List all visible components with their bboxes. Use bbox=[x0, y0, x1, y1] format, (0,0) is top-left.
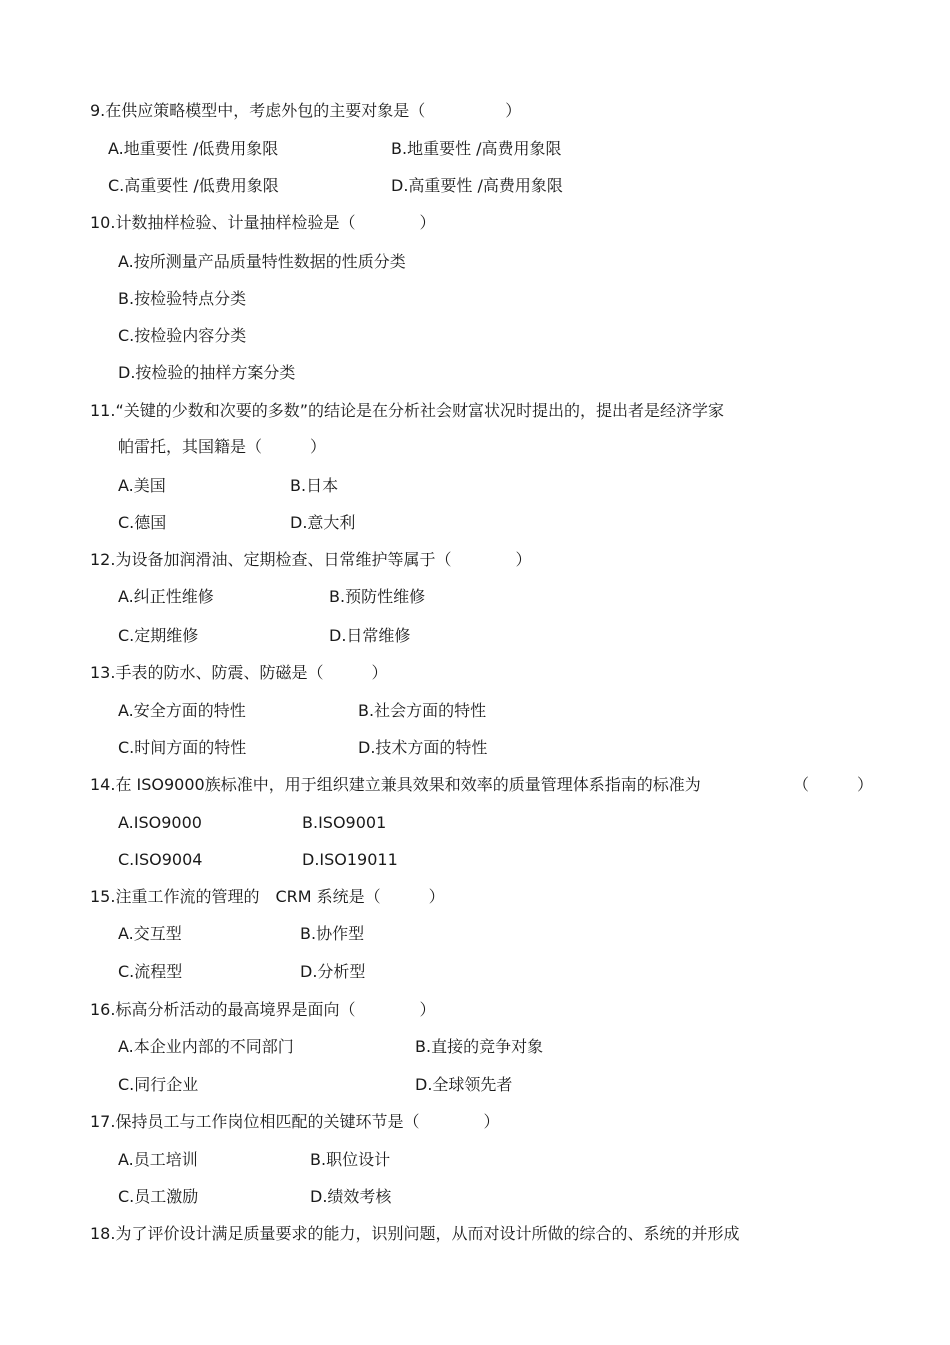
question-14-stem: 14.在 ISO9000族标准中，用于组织建立兼具效果和效率的质量管理体系指南的标准为 bbox=[90, 775, 701, 794]
question-11-stem-line-2: 帕雷托，其国籍是（ ） bbox=[118, 437, 327, 456]
question-17-option-a: A.员工培训 bbox=[118, 1150, 198, 1169]
question-11-option-b: B.日本 bbox=[290, 476, 339, 495]
question-12-option-d: D.日常维修 bbox=[329, 626, 411, 645]
question-10-option-c: C.按检验内容分类 bbox=[118, 326, 247, 345]
question-14-option-a: A.ISO9000 bbox=[118, 813, 202, 832]
question-15-option-c: C.流程型 bbox=[118, 962, 183, 981]
question-17-option-c: C.员工激励 bbox=[118, 1187, 199, 1206]
question-17-option-d: D.绩效考核 bbox=[310, 1187, 392, 1206]
question-16-stem: 16.标高分析活动的最高境界是面向（ ） bbox=[90, 1000, 436, 1019]
question-9-stem: 9.在供应策略模型中，考虑外包的主要对象是（ ） bbox=[90, 101, 522, 120]
question-11-option-a: A.美国 bbox=[118, 476, 166, 495]
question-13-stem: 13.手表的防水、防震、防磁是（ ） bbox=[90, 663, 388, 682]
question-16-option-c: C.同行企业 bbox=[118, 1075, 199, 1094]
question-9-option-d: D.高重要性 /高费用象限 bbox=[391, 176, 563, 195]
question-15-stem: 15.注重工作流的管理的 CRM 系统是（ ） bbox=[90, 887, 445, 906]
question-17-stem: 17.保持员工与工作岗位相匹配的关键环节是（ ） bbox=[90, 1112, 500, 1131]
question-10-option-a: A.按所测量产品质量特性数据的性质分类 bbox=[118, 252, 406, 271]
question-15-option-b: B.协作型 bbox=[300, 924, 365, 943]
question-11-option-c: C.德国 bbox=[118, 513, 167, 532]
question-13-option-d: D.技术方面的特性 bbox=[358, 738, 488, 757]
question-9-option-c: C.高重要性 /低费用象限 bbox=[108, 176, 279, 195]
question-16-option-b: B.直接的竞争对象 bbox=[415, 1037, 544, 1056]
question-14-answer-paren: （ ） bbox=[793, 775, 874, 794]
question-15-option-a: A.交互型 bbox=[118, 924, 182, 943]
question-9-option-a: A.地重要性 /低费用象限 bbox=[108, 139, 279, 158]
question-11-option-d: D.意大利 bbox=[290, 513, 356, 532]
question-14-option-c: C.ISO9004 bbox=[118, 850, 203, 869]
question-15-option-d: D.分析型 bbox=[300, 962, 366, 981]
question-14-option-d: D.ISO19011 bbox=[302, 850, 398, 869]
question-10-stem: 10.计数抽样检验、计量抽样检验是（ ） bbox=[90, 213, 436, 232]
question-12-option-b: B.预防性维修 bbox=[329, 587, 426, 606]
question-13-option-b: B.社会方面的特性 bbox=[358, 701, 487, 720]
question-12-option-a: A.纠正性维修 bbox=[118, 587, 214, 606]
question-9-option-b: B.地重要性 /高费用象限 bbox=[391, 139, 562, 158]
question-12-option-c: C.定期维修 bbox=[118, 626, 199, 645]
question-10-option-d: D.按检验的抽样方案分类 bbox=[118, 363, 296, 382]
question-11-stem-line-1: 11.“关键的少数和次要的多数”的结论是在分析社会财富状况时提出的，提出者是经济学家 bbox=[90, 401, 725, 420]
question-13-option-a: A.安全方面的特性 bbox=[118, 701, 246, 720]
question-18-stem: 18.为了评价设计满足质量要求的能力，识别问题，从而对设计所做的综合的、系统的并形成 bbox=[90, 1224, 740, 1243]
question-16-option-a: A.本企业内部的不同部门 bbox=[118, 1037, 294, 1056]
question-12-stem: 12.为设备加润滑油、定期检查、日常维护等属于（ ） bbox=[90, 550, 532, 569]
question-14-option-b: B.ISO9001 bbox=[302, 813, 387, 832]
question-13-option-c: C.时间方面的特性 bbox=[118, 738, 247, 757]
question-10-option-b: B.按检验特点分类 bbox=[118, 289, 247, 308]
question-17-option-b: B.职位设计 bbox=[310, 1150, 391, 1169]
question-16-option-d: D.全球领先者 bbox=[415, 1075, 513, 1094]
